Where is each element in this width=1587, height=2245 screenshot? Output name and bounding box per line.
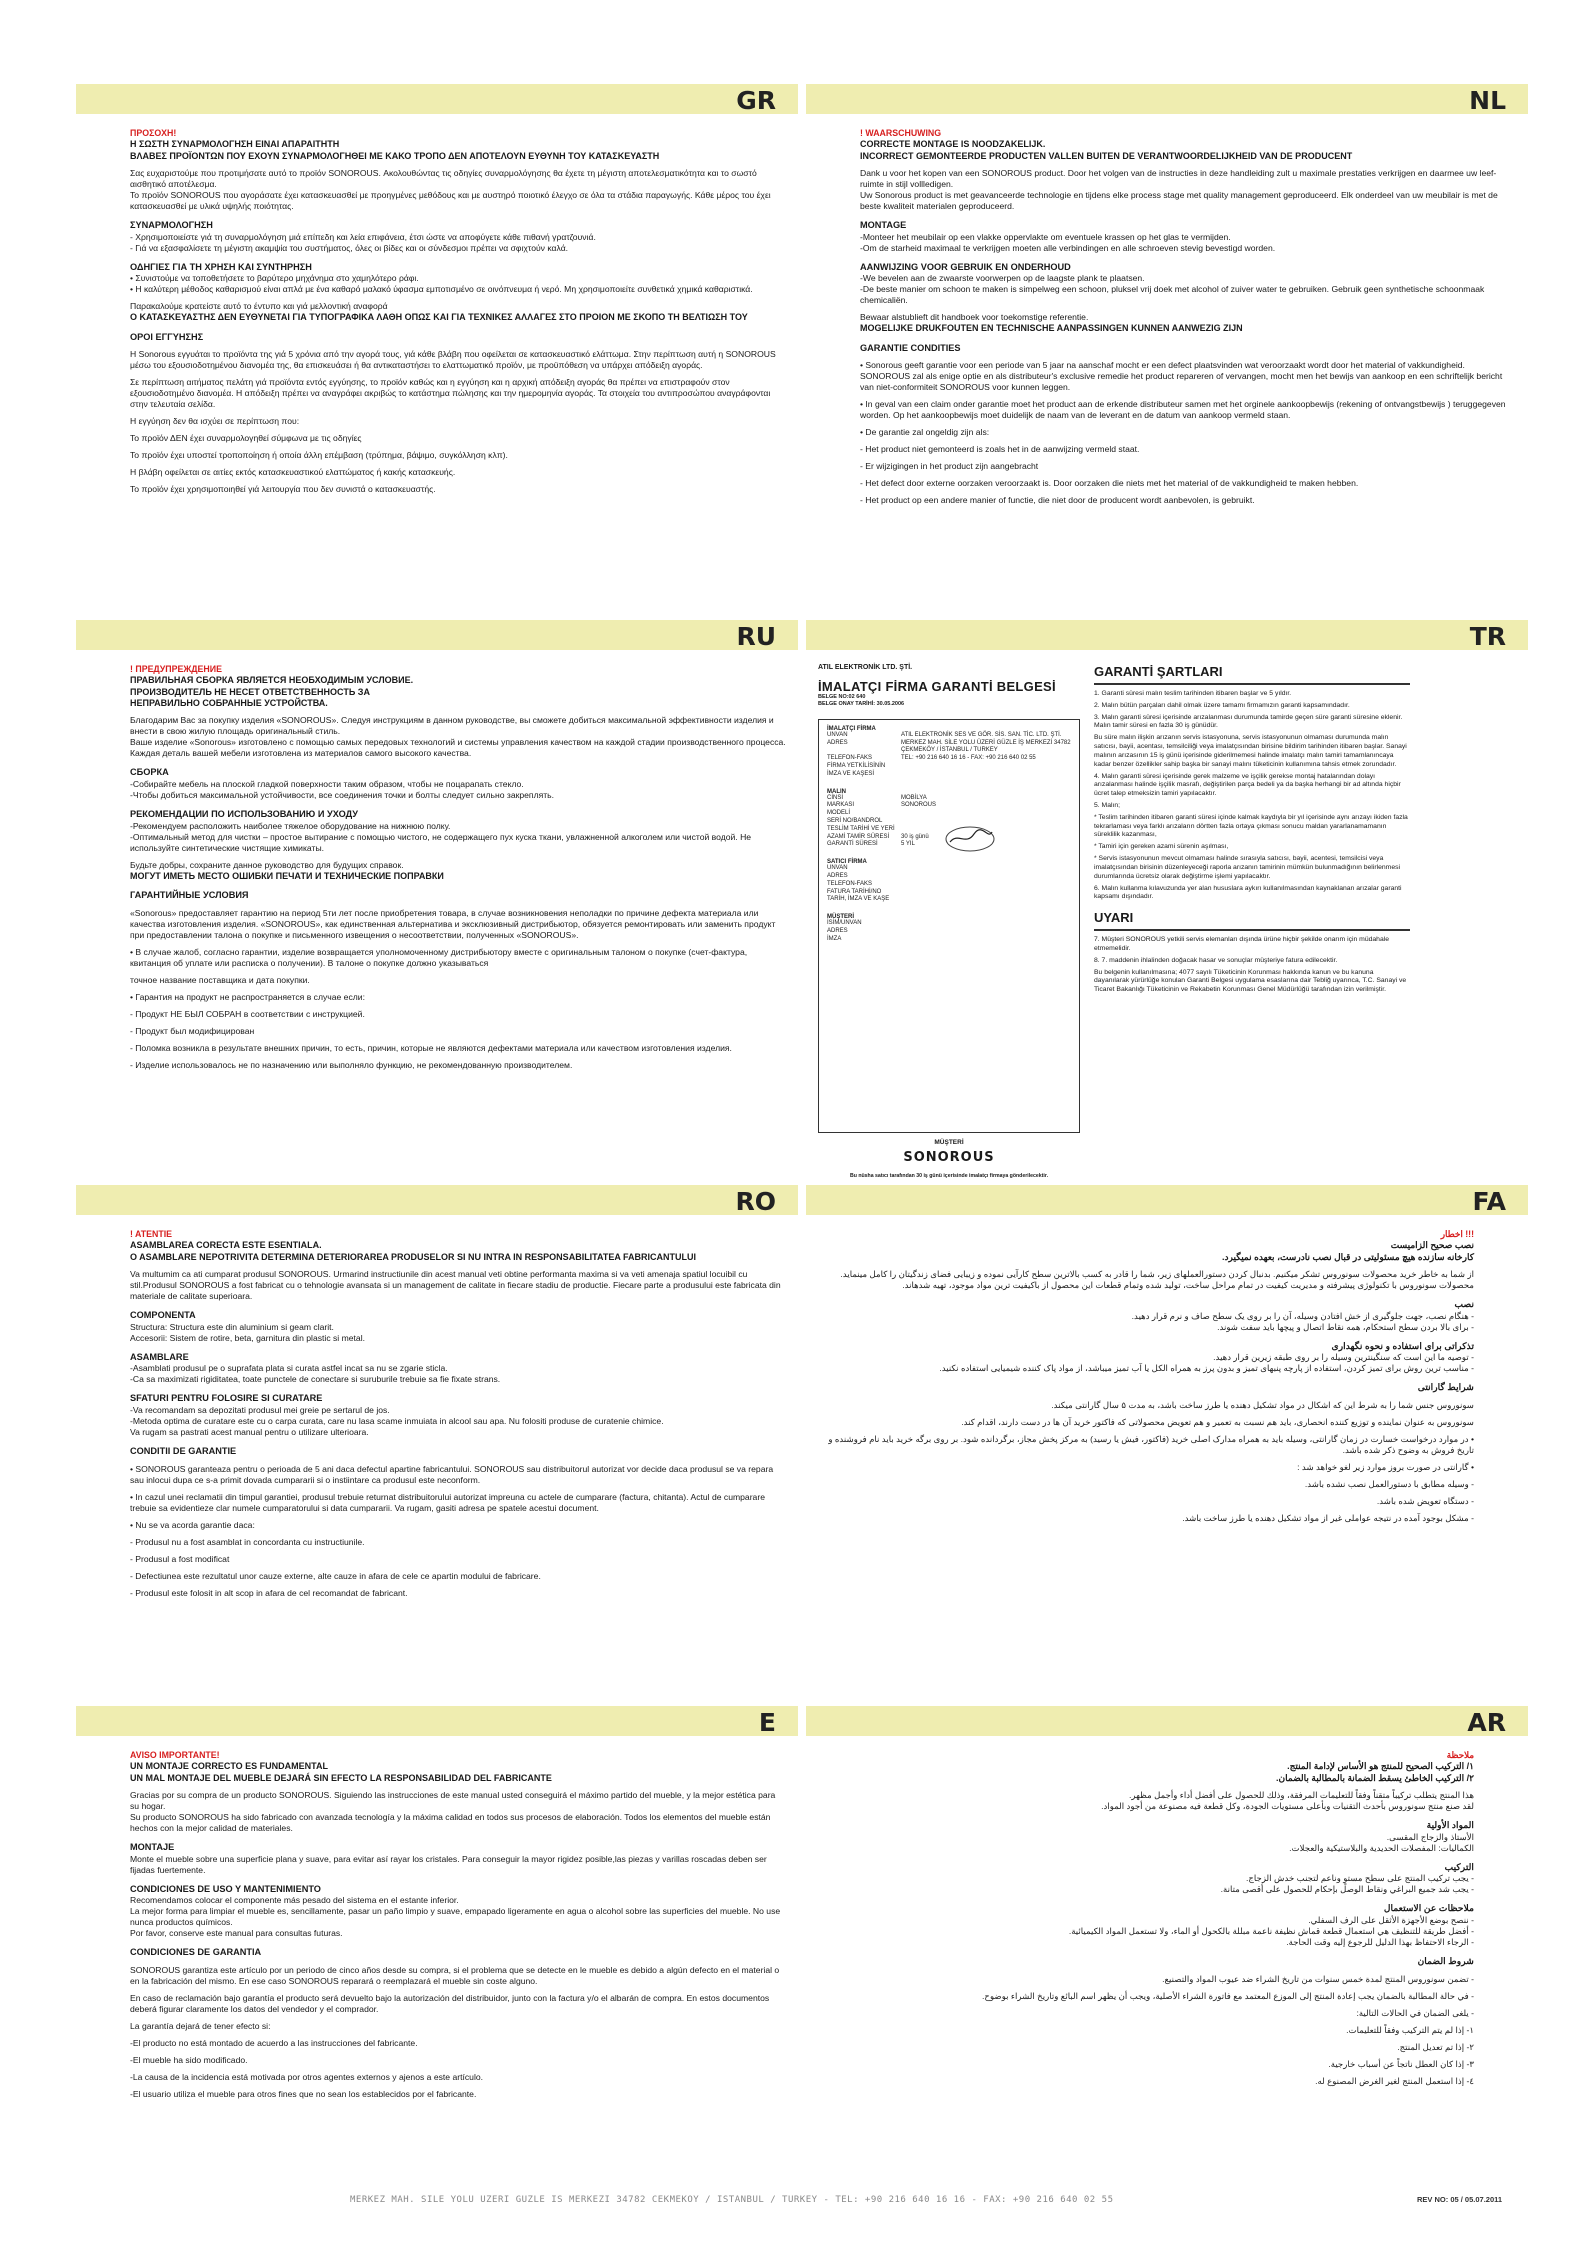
warning-heading: ١/ التركيب الصحيح للمنتج هو الأساس لإدامة المنتج. — [1287, 1761, 1474, 1772]
customer-fields — [827, 920, 1071, 943]
warranty-item: • De garantie zal ongeldig zijn als: — [860, 427, 990, 438]
section-item: -De beste manier om schoon te maken is simpelweg een schoon, pluksel vrij doek met alcohol of zuiver water te gebruiken. Gebruik geen synthetische schoonmaak chemicaliën. — [860, 284, 1485, 306]
warranty-item: • Гарантия на продукт не распространяется в случае если: — [130, 991, 365, 1002]
keep-note-line: Будьте добры, сохраните данное руководство для будущих справок. — [130, 859, 404, 870]
term-item: 5. Malın; — [1094, 802, 1121, 809]
panel-body — [76, 1215, 798, 1599]
form-field-label: GARANTİ SÜRESİ — [827, 841, 878, 848]
terms-list — [1094, 690, 1410, 902]
warranty-item: Το προϊόν έχει χρησιμοποιηθεί γιά λειτουργία που δεν συνιστά ο κατασκευαστής. — [130, 484, 436, 495]
form-field-label: MODELİ — [827, 810, 851, 817]
intro-paragraph: Gracias por su compra de un producto SONOROUS. Siguiendo las instrucciones de este manual usted conseguirá el máximo partido del mueble, y la mejor estética para su hogar. — [130, 1789, 776, 1811]
section-item: -Asamblati produsul pe o suprafata plata si curata astfel incat sa nu se zgarie sticla. — [130, 1363, 448, 1374]
warranty-item: точное название поставщика и дата покупки. — [130, 974, 310, 985]
warranty-item: - Изделие использовалось не по назначению или выполняло функцию, не рекомендованную производителем. — [130, 1059, 573, 1070]
language-code: RO — [735, 1187, 776, 1216]
warranty-item: Το προϊόν ΔΕΝ έχει συναρμολογηθεί σύμφωνα με τις οδηγίες — [130, 433, 362, 444]
form-field-value — [901, 928, 1071, 936]
warranty-item: • SONOROUS garanteaza pentru o perioada de 5 ani daca defectul apartine fabricantului. SONOROUS sau distribuitorul autorizat vor decide daca produsul se va repara sau inlocui dupa ce s-a primit dovada cumpararii si o instiintare ca produsul este neconform. — [130, 1463, 774, 1485]
section-item: - يجب شد جميع البراغي ونقاط الوصل بإحكام للحصول على أقصى متانة. — [1220, 1884, 1474, 1895]
warning-label: AVISO IMPORTANTE! — [130, 1750, 220, 1760]
warranty-item: - مشکل بوجود آمده در نتیجه عواملی غیر از مواد تشکیل دهنده یا طرز ساخت باشد. — [1182, 1513, 1474, 1524]
warning-label: ملاحظة — [1446, 1750, 1474, 1760]
section-item: Por favor, conserve este manual para consultas futuras. — [130, 1928, 343, 1939]
warranty-item: Η βλάβη οφείλεται σε αιτίες εκτός κατασκευαστικού ελαττώματος ή κακής κατασκευής. — [130, 467, 456, 478]
form-field-label: ADRES — [827, 739, 848, 746]
signature-stamp-icon — [944, 824, 996, 854]
section-item: -Om de starheid maximaal te verkrijgen moeten alle verbindingen en alle schroeven stevig bevestigd worden. — [860, 242, 1276, 253]
section-bar — [806, 620, 1528, 650]
section-bar — [806, 1185, 1528, 1215]
form-field — [827, 795, 1071, 803]
section-title: CONDICIONES DE GARANTIA — [130, 1947, 262, 1958]
certificate-form-box — [818, 719, 1080, 1133]
term-item: 4. Malın garanti süresi içerisinde gerek malzeme ve işçilik gerekse montaj hatalarından dolayı arızalanması halinde işçilik masrafı, değiştirilen parça bedeli ya da başka herhangi bir ad altında hiçbir ücret talep etmeksizin tamiri yapılacaktır. — [1094, 772, 1401, 798]
warning-heading: ПРОИЗВОДИТЕЛЬ НЕ НЕСЕТ ОТВЕТСТВЕННОСТЬ ЗА — [130, 686, 370, 697]
panel-body — [806, 1215, 1528, 1524]
revision-number: REV NO: 05 / 05.07.2011 — [1417, 2195, 1503, 2204]
section-item: الأستاذ والزجاج المقسى. — [1386, 1831, 1474, 1842]
section-item: -Metoda optima de curatare este cu o carpa curata, care nu lasa scame inmuiata in alcool sau apa. Nu folositi produse de curatenie chimice. — [130, 1416, 664, 1427]
term-item: * Teslim tarihinden itibaren garanti süresi içinde kalmak kaydıyla bir yıl içerisinde aynı arızayı ikiden fazla tekrarlaması veya farklı arızaların dörtten fazla ortaya çıkması sonucu maldan yararlanamamanın süreklilik kazanması, — [1094, 813, 1408, 839]
section-bar — [806, 84, 1528, 114]
section-item: Va rugam sa pastrati acest manual pentru o utilizare ulterioara. — [130, 1427, 369, 1438]
panel-body — [76, 650, 798, 1071]
warning-label: ! WAARSCHUWING — [860, 128, 942, 138]
form-field — [827, 920, 1071, 928]
form-field-value — [901, 873, 1071, 881]
form-field-value: MOBİLYA — [901, 794, 927, 801]
warranty-item: - Er wijzigingen in het product zijn aangebracht — [860, 461, 1039, 472]
section-item: Accesorii: Sistem de rotire, beta, garnitura din plastic si metal. — [130, 1332, 365, 1343]
warranty-item: سونوروس جنس شما را به شرط این که اشکال در مواد تشکیل دهنده یا طرز ساخت باشد، به مدت ۵ سال گارانتی میکند. — [1051, 1400, 1474, 1411]
term-item: * Tamiri için gereken azami sürenin aşılması, — [1094, 843, 1229, 851]
keep-note — [860, 312, 1516, 334]
form-field-label: İMZA VE KAŞESİ — [827, 770, 875, 777]
section-title: تذکراتی برای استفاده و نحوه نگهداری — [1331, 1340, 1474, 1351]
section-bar — [76, 84, 798, 114]
section-bar — [76, 620, 798, 650]
keep-note-line: Bewaar alstublieft dit handboek voor toekomstige referentie. — [860, 312, 1089, 323]
form-field — [827, 802, 1071, 810]
section-item: - الرجاء الاحتفاظ بهذا الدليل للرجوع إليه وقت الحاجة. — [1286, 1937, 1474, 1948]
form-field — [827, 928, 1071, 936]
section-item: • Η καλύτερη μέθοδος καθαρισμού είναι απλά με ένα καθαρό μαλακό ύφασμα εμποτισμένο σε οινόπνευμα ή νερό. Μη χρησιμοποιείτε συνθετικά χημικά καθαριστικά. — [130, 284, 753, 295]
section-item: - Χρησιμοποιείστε γιά τη συναρμολόγηση μιά επίπεδη και λεία επιφάνεια, έτσι ώστε να αποφύγετε κάθε πιθανή γρατζουνιά. — [130, 231, 596, 242]
warranty-item: - Продукт был модифицирован — [130, 1025, 255, 1036]
intro-text — [130, 715, 786, 759]
section-item: - Γιά να εξασφαλίσετε τη μέγιστη ακαμψία του συστήματος, όλες οι βίδες και οι σύνδεσμοι πρέπει να σφιχτούν καλά. — [130, 242, 569, 253]
language-code: RU — [736, 622, 776, 651]
form-section-title: MALIN — [827, 788, 846, 795]
form-field-value: ATIL ELEKTRONİK SES VE GÖR. SİS. SAN. TİC. LTD. ŞTİ. — [901, 731, 1062, 738]
form-field-label: TELEFON-FAKS — [827, 880, 873, 887]
section-item: - برای بالا بردن سطح استحکام، همه نقاط اتصال و پیچها باید سفت شوند. — [1217, 1321, 1474, 1332]
certificate-title: İMALATÇI FİRMA GARANTİ BELGESİ — [818, 679, 1056, 694]
warranty-item: سونوروس به عنوان نماینده و توزیع کننده انحصاری، باید هم نسبت به تعمیر و هم تعویض محصولاتی که فاکتور خرید آن ها در دست دارند، اقدام کند. — [961, 1417, 1474, 1428]
intro-paragraph: Благодарим Вас за покупку изделия «SONOROUS». Следуя инструкциям в данном руководстве, вы сможете добиться максимальной эффективности изделия и внести в свою жилую площадь оригинальный стиль. — [130, 715, 774, 736]
manufacturer-fields — [827, 732, 1071, 779]
section-title: MONTAJE — [130, 1841, 175, 1852]
section-item: - توصیه ما این است که سنگینترین وسیله را بر روی طبقه زیرین قرار دهید. — [1213, 1352, 1474, 1363]
warning-heading: ASAMBLAREA CORECTA ESTE ESENTIALA. — [130, 1240, 322, 1251]
intro-paragraph: هذا المنتج يتطلب تركيباً متقناً وفقاً للتعليمات المرفقة، وذلك للحصول على أفضل أداء وأجمل مظهر. — [1128, 1789, 1474, 1800]
warning-heading: Η ΣΩΣΤΗ ΣΥΝΑΡΜΟΛΟΓΗΣΗ ΕΙΝΑΙ ΑΠΑΡΑΙΤΗΤΗ — [130, 139, 340, 150]
warning-label: !!! اخطار — [1440, 1229, 1474, 1239]
warranty-item: ٢- إذا تم تعديل المنتج. — [1397, 2041, 1474, 2052]
form-field-label: TARİH, İMZA VE KAŞE — [827, 896, 890, 903]
warranty-item: -El producto no está montado de acuerdo a las instrucciones del fabricante. — [130, 2038, 418, 2049]
intro-paragraph: Ваше изделие «Sonorous» изготовлено с помощью самых передовых технологий и системы управления качеством на каждой стадии производственного процесса. Каждая деталь вашей мебели изготовлена из материалов самого высокого качества. — [130, 737, 786, 758]
warranty-item: - Het defect door externe oorzaken veroorzaakt is. Door oorzaken die niets met het material of de vakkundigheid te maken hebben. — [860, 478, 1359, 489]
warranty-item: - دستگاه تعویض شده باشد. — [1376, 1496, 1474, 1507]
form-field-label: İMZA — [827, 935, 842, 942]
section-title: شروط الضمان — [1417, 1956, 1474, 1967]
warranty-item: ٤- إذا استعمل المنتج لغير الغرض المصنوع له. — [1315, 2075, 1474, 2086]
warning-heading: ٢/ التركيب الخاطئ يسقط الضمانة بالمطالبة بالضمان. — [1276, 1772, 1474, 1783]
form-field-value: TEL: +90 216 640 16 16 - FAX: +90 216 640 02 55 — [901, 755, 1036, 762]
warranty-terms — [1094, 664, 1410, 998]
warranty-certificate — [818, 664, 1080, 1179]
section-title: ГАРАНТИЙНЫЕ УСЛОВИЯ — [130, 889, 249, 900]
warranty-item: - يلغى الضمان في الحالات التالية: — [1356, 2007, 1474, 2018]
form-field-value — [901, 936, 1071, 944]
warranty-item: -La causa de la incidencia está motivada por otros agentes externos y ajenos a este artículo. — [130, 2072, 484, 2083]
section-title: MONTAGE — [860, 219, 907, 230]
language-code: FA — [1472, 1187, 1506, 1216]
warranty-item: - Het product niet gemonteerd is zoals het in de aanwijzing vermeld staat. — [860, 444, 1140, 455]
form-field-value — [901, 771, 1071, 779]
form-field-label: FATURA TARİHİ/NO — [827, 888, 882, 895]
keep-note-line: MOGELIJKE DRUKFOUTEN EN TECHNISCHE AANPASSINGEN KUNNEN AANWEZIG ZIJN — [860, 323, 1243, 334]
terms-title: GARANTİ ŞARTLARI — [1094, 664, 1410, 685]
form-field-value — [901, 763, 1071, 771]
warning-item: Bu belgenin kullanılmasına; 4077 sayılı Tüketicinin Korunması hakkında kanun ve bu kanuna dayanılarak yürürlüğe konulan Garanti Belgesi uygulama esaslarına dair Tebliğ uyarınca, T.C. Sanayi ve Ticaret Bakanlığı Tüketicinin ve Rekabetin Korunması Genel Müdürlüğü tarafından izin verilmiştir. — [1094, 968, 1407, 994]
form-section-title: MÜŞTERİ — [827, 914, 854, 921]
form-field-label: MARKASI — [827, 802, 855, 809]
warranty-item: La garantía dejará de tener efecto si: — [130, 2021, 271, 2032]
section-item: -Рекомендуем расположить наиболее тяжелое оборудование на нижнюю полку. — [130, 820, 451, 831]
section-title: المواد الأولية — [1426, 1819, 1474, 1830]
section-title: СБОРКА — [130, 767, 169, 777]
panel-body — [76, 114, 798, 495]
term-item: * Servis istasyonunun mevcut olmaması halinde sırasıyla satıcısı, bayii, acentesi, temsilcisi veya imalatçısından birisinin düzenleyeceği raporla arızanın tamirinin mümkün bulunmadığının belirlenmesi durumlarında ücretsiz olarak değiştirme işlemi yapılacaktır. — [1094, 855, 1401, 880]
form-field-value — [901, 881, 1071, 889]
warranty-item: - في حالة المطالبة بالضمان يجب إعادة المنتج إلى الموزع المعتمد مع فاتورة الشراء الأصلية، ويجب أن يظهر اسم البائع وتاريخ الشراء بوضوح. — [982, 1990, 1474, 2001]
section-bar — [806, 1706, 1528, 1736]
intro-text — [818, 1790, 1474, 1812]
section-bar — [76, 1706, 798, 1736]
warranty-item: ١- إذا لم يتم التركيب وفقاً للتعليمات. — [1346, 2024, 1474, 2035]
intro-text — [860, 168, 1516, 212]
warranty-item: - Defectiunea este rezultatul unor cauze externe, alte cauze in afara de cele ce apartin modului de fabricare. — [130, 1570, 541, 1581]
section-bar — [76, 1185, 798, 1215]
form-field-label: CİNSİ — [827, 794, 844, 801]
warranty-item: • В случае жалоб, согласно гарантии, изделие возвращается уполномоченному дистрибьютору вместе с оригинальным талоном о покупке (счет-фактура, квитанция об уплате или расписка о получении). В талоне о покупке должно указываться — [130, 946, 748, 968]
section-item: - أفضل طريقة للتنظيف هي استعمال قطعة قماش نظيفة ناعمة مبللة بالكحول أو الماء، ولا تستعمل المواد الكيميائية. — [1068, 1926, 1474, 1937]
certificate-document-no: BELGE NO:02 640 — [818, 694, 866, 700]
section-item: -Ca sa maximizati rigiditatea, toate punctele de conectare si suruburile trebuie sa fie fixate strans. — [130, 1374, 501, 1385]
form-field-value: SONOROUS — [901, 802, 937, 809]
warranty-item: Η εγγύηση δεν θα ισχύει σε περίπτωση που: — [130, 416, 300, 427]
form-field-value: 5 YIL — [901, 841, 915, 848]
section-title: التركيب — [1444, 1861, 1474, 1872]
section-title: ΟΡΟΙ ΕΓΓΥΗΣΗΣ — [130, 331, 204, 342]
form-field-value — [901, 889, 1071, 897]
panel-ro — [76, 1185, 798, 1705]
section-title: CONDITII DE GARANTIE — [130, 1446, 237, 1457]
warning-label: ! ATENTIE — [130, 1229, 173, 1239]
form-field — [827, 873, 1071, 881]
warranty-item: • Sonorous geeft garantie voor een periode van 5 jaar na aanschaf mocht er een defect plaatsvinden wat veroorzaakt wordt door het material of vakkundigheid. SONOROUS zal als enige optie en als distributeur's exclusive remedie het product repareren of vervangen, mocht men het bewijs van aankoop en een schriftelijk bericht van niet-conformiteit SONOROUS voor kunnen leggen. — [860, 360, 1503, 393]
warranty-item: - Het product op een andere manier of functie, die niet door de producent wordt aanbevolen, is gebruikt. — [860, 495, 1255, 506]
form-field — [827, 771, 1071, 779]
warranty-item: -El usuario utiliza el mueble para otros fines que no sean los establecidos por el fabricante. — [130, 2089, 477, 2100]
form-section-title: İMALATÇI FİRMA — [827, 725, 876, 732]
form-field — [827, 881, 1071, 889]
term-item: 2. Malın bütün parçaları dahil olmak üzere tamamı firmamızın garanti kapsamındadır. — [1094, 701, 1350, 709]
form-field-label: ADRES — [827, 927, 848, 934]
keep-note — [130, 860, 786, 882]
term-item: 6. Malın kullanma kılavuzunda yer alan hususlara aykırı kullanılmasından kaynaklanan arızalar garanti kapsamı dışındadır. — [1094, 884, 1402, 901]
warranty-item: ٣- إذا كان العطل ناتجاً عن أسباب خارجية. — [1328, 2058, 1474, 2069]
intro-text — [130, 1790, 786, 1834]
section-title: ملاحظات عن الاستعمال — [1383, 1903, 1474, 1914]
panel-body — [806, 1736, 1528, 2087]
section-title: РЕКОМЕНДАЦИИ ПО ИСПОЛЬЗОВАНИЮ И УХОДУ — [130, 808, 358, 819]
section-title: SFATURI PENTRU FOLOSIRE SI CURATARE — [130, 1393, 323, 1404]
warning-heading: O ASAMBLARE NEPOTRIVITA DETERMINA DETERIORAREA PRODUSELOR SI NU INTRA IN RESPONSABILITATEA FABRICANTULUI — [130, 1251, 697, 1262]
form-field-label: UNVAN — [827, 865, 848, 872]
form-field-label: SERİ NO/BANDROL — [827, 818, 883, 825]
term-item: 1. Garanti süresi malın teslim tarihinden itibaren başlar ve 5 yıldır. — [1094, 689, 1292, 697]
section-item: -Monteer het meubilair op een vlakke oppervlakte om eventuele krassen op het glas te vermijden. — [860, 231, 1231, 242]
warning-title: UYARI — [1094, 910, 1410, 931]
section-title: GARANTIE CONDITIES — [860, 342, 961, 353]
warning-item: 7. Müşteri SONOROUS yetkili servis elemanları dışında ürüne hiçbir şekilde onarım için müdahale etmemelidir. — [1094, 936, 1390, 952]
section-title: ΣΥΝΑΡΜΟΛΟΓΗΣΗ — [130, 219, 213, 230]
certificate-approval-date: BELGE ONAY TARİHİ: 30.05.2006 — [818, 701, 905, 708]
section-title: ASAMBLARE — [130, 1351, 189, 1362]
section-item: - ننصح بوضع الأجهزة الأثقل على الرف السفلي. — [1308, 1915, 1474, 1926]
warranty-item: • در موارد درخواست خسارت در زمان گارانتی، وسیله باید به همراه مدارک اصلی خرید (فاکتور، فیش یا رسید) به مرکز پخش مجاز، برگردانده شود. بر روی برگه خرید باید نام فروشنده و تاریخ فروش به وضوح ذکر شده باشد. — [828, 1434, 1474, 1456]
form-field — [827, 740, 1071, 756]
section-item: -Собирайте мебель на плоской гладкой поверхности таким образом, чтобы не поцарапать стекло. — [130, 778, 524, 789]
panel-ru — [76, 620, 798, 1180]
section-item: - مناسب ترین روش برای تمیز کردن، استفاده از پارچه پنبهای تمیز و بدون پرز به همراه الکل یا آب تمیز میباشد، از مواد پاک کننده شیمیایی استفاده نکنید. — [939, 1363, 1474, 1374]
section-title: ΟΔΗΓΙΕΣ ΓΙΑ ΤΗ ΧΡΗΣΗ ΚΑΙ ΣΥΝΤΗΡΗΣΗ — [130, 261, 312, 272]
warning-heading: UN MAL MONTAJE DEL MUEBLE DEJARÁ SIN EFECTO LA RESPONSABILIDAD DEL FABRICANTE — [130, 1772, 552, 1783]
intro-paragraph: Dank u voor het kopen van een SONOROUS product. Door het volgen van de instructies in deze handleiding zult u maximale prestaties verkrijgen en daarmee uw leef-ruimte in stijl vollledigen. — [860, 167, 1497, 189]
section-item: الكماليات: المفصلات الحديدية والبلاستيكية والعجلات. — [1289, 1842, 1474, 1853]
section-title: COMPONENTA — [130, 1309, 196, 1320]
term-item: 3. Malın garanti süresi içerisinde arızalanması durumunda tamirde geçen süre garanti süresine eklenir. Malın tamir süresi en fazla 30 iş günüdür. — [1094, 713, 1403, 730]
warning-heading: CORRECTE MONTAGE IS NOODZAKELIJK. — [860, 139, 1046, 150]
intro-paragraph: Su producto SONOROUS ha sido fabricado con avanzada tecnología y la máxima calidad en todos sus procesos de elaboración. Todos los elementos del mueble están hechos con la mejor calidad de materiales. — [130, 1811, 771, 1833]
warranty-item: • Nu se va acorda garantie daca: — [130, 1519, 255, 1530]
language-code: TR — [1469, 622, 1506, 651]
warranty-item: -El mueble ha sido modificado. — [130, 2055, 248, 2066]
form-field-label: TESLİM TARİHİ VE YERİ — [827, 825, 895, 832]
form-field-value: 30 iş günü — [901, 833, 929, 840]
panel-gr — [76, 84, 798, 604]
panel-e — [76, 1706, 798, 2186]
keep-note-line: Ο ΚΑΤΑΣΚΕΥΑΣΤΗΣ ΔΕΝ ΕΥΘΥΝΕΤΑΙ ΓΙΑ ΤΥΠΟΓΡΑΦΙΚΑ ΛΑΘΗ ΟΠΩΣ ΚΑΙ ΓΙΑ ΤΕΧΝΙΚΕΣ ΑΛΛΑΓΕΣ ΣΤΟ ΠΡΟΙΟΝ ΜΕ ΣΚΟΠΟ ΤΗ ΒΕΛΤΙΩΣΗ ΤΟΥ — [130, 312, 748, 323]
intro-paragraph: Uw Sonorous product is met geavanceerde technologie en tijdens elke process stage met quality management geproduceerd. Elk onderdeel van uw meubilair is met de beste kwaliteit materialen geproduceerd. — [860, 189, 1498, 211]
section-item: • Συνιστούμε να τοποθετήσετε το βαρύτερο μηχάνημα στο χαμηλότερο ράφι. — [130, 273, 419, 284]
language-code: NL — [1469, 86, 1506, 115]
warranty-item: Η Sonorous εγγυάται το προϊόντα της γιά 5 χρόνια από την αγορά τους, γιά κάθε βλάβη που οφείλεται σε κατασκευαστικό ελάττωμα. Στην περίπτωση αυτή η SONOROUS μέσω του εξουσιοδοτημένου διανομέα της, θα επισκευάσει ή θα αντικαταστήσει το ελαττωματικό προϊόν, με προϋπόθεση να υπάρχει απόδειξη αγοράς. — [130, 349, 776, 371]
warning-heading: نصب صحیح الزامیست — [1390, 1240, 1474, 1251]
warranty-item: • In geval van een claim onder garantie moet het product aan de erkende distributeur samen met het orginele aankoopbewijs (rekening of ontvangstbewijs ) teruggegeven worden. Op het aankoopbewijs moet duidelijk de naam van de leverant en de datum van aankoop vermeld staan. — [860, 399, 1506, 421]
section-title: AANWIJZING VOOR GEBRUIK EN ONDERHOUD — [860, 261, 1071, 272]
section-item: Monte el mueble sobre una superficie plana y suave, para evitar así rayar los cristales. Para conseguir la mayor rigidez posible,las piezas y varillas roscadas deben ser fijadas fuertemente. — [130, 1853, 767, 1875]
keep-note — [130, 301, 786, 323]
form-field-value — [901, 896, 1071, 904]
form-field-label: UNVAN — [827, 731, 848, 738]
form-field — [827, 865, 1071, 873]
term-item: Bu süre malın ilişkin arızanın servis istasyonuna, servis istasyonunun olmaması durumunda malın satıcısı, bayii, acentası, temsilciliği veya imalatçısından birisine bildirim tarihinden itibaren başlar. Sanayi malının arızasının 15 iş günü içerisinde giderilmemesi halinde imalatçı malın tamiri tamamlanıncaya kadar benzer özellikler sahip başka bir sanayi malını tüketicinin kullanımına tahsis etmek zorundadır. — [1094, 734, 1407, 768]
intro-paragraph: از شما به خاطر خرید محصولات سونوروس تشکر میکنیم. بدنبال کردن دستورالعملهای زیر، شما را قادر به کسب بالاترین سطح کارآیی نموده و زیبایی فضای زندگیتان را کامل مینماید. — [840, 1268, 1474, 1279]
warranty-item: - Поломка возникла в результате внешних причин, то есть, причин, которые не являются дефектами материала или качеством изготовления изделия. — [130, 1042, 732, 1053]
form-field — [827, 755, 1071, 763]
warranty-item: - Produsul este folosit in alt scop in afara de cel recomandat de fabricant. — [130, 1587, 408, 1598]
language-code: AR — [1467, 1708, 1506, 1737]
keep-note-line: МОГУТ ИМЕТЬ МЕСТО ОШИБКИ ПЕЧАТИ И ТЕХНИЧЕСКИЕ ПОПРАВКИ — [130, 870, 444, 881]
form-field-label: FİRMA YETKİLİSİNİN — [827, 763, 886, 770]
keep-note-line: Παρακαλούμε κρατείστε αυτό το έντυπο και γιά μελλοντική αναφορά — [130, 301, 388, 312]
form-field-label: AZAMİ TAMİR SÜRESİ — [827, 833, 890, 840]
section-item: -Va recomandam sa depozitati produsul mei greie pe sertarul de jos. — [130, 1405, 390, 1416]
form-field — [827, 732, 1071, 740]
intro-paragraph: Va multumim ca ati cumparat produsul SONOROUS. Urmarind instructiunile din acest manual veti obtine performanta maxima si va veti amenaja spatiul locuibil cu stil.Produsul SONOROUS a fost fabricat cu o tehnologie avansata si un management de calitate in fiecare stadiu de productie. Fiecare parte a produsului este fabricata din materiale de calitate superioara. — [130, 1268, 781, 1301]
warning-heading: ПРАВИЛЬНАЯ СБОРКА ЯВЛЯЕТСЯ НЕОБХОДИМЫМ УСЛОВИЕ. — [130, 675, 414, 686]
panel-body — [76, 1736, 798, 2100]
language-code: E — [758, 1708, 776, 1737]
section-item: La mejor forma para limpiar el mueble es, sencillamente, pasar un paño limpio y suave, empapado ligeramente en agua o alcohol sobre las superficies del mueble. No use nunca productos químicos. — [130, 1906, 781, 1928]
warranty-item: - Produsul nu a fost asamblat in concordanta cu instructiunile. — [130, 1536, 365, 1547]
warranty-item: - Produsul a fost modificat — [130, 1553, 230, 1564]
intro-text — [130, 1269, 786, 1302]
intro-text — [818, 1269, 1474, 1291]
warning-heading: کارخانه سازنده هیچ مسئولیتی در قبال نصب نادرست، بعهده نمیگیرد. — [1222, 1251, 1474, 1262]
customer-label: MÜŞTERİ — [934, 1138, 964, 1146]
language-code: GR — [736, 86, 776, 115]
panel-nl — [806, 84, 1528, 604]
form-field-label: TELEFON-FAKS — [827, 755, 873, 762]
section-item: -Чтобы добиться максимальной устойчивости, все соединения точки и болты следует сильно закреплять. — [130, 789, 555, 800]
section-title: نصب — [1454, 1298, 1474, 1309]
section-item: - يجب تركيب المنتج على سطح مستوٍ وناعم لتجنب خدش الزجاج. — [1245, 1873, 1474, 1884]
section-item: -We bevelen aan de zwaarste voorwerpen op de laagste plank te plaatsen. — [860, 273, 1145, 284]
warranty-item: Το προϊόν έχει υποστεί τροποποίηση ή οποία άλλη επέμβαση (τρύπημα, βάψιμο, συγκόλληση κλπ). — [130, 450, 508, 461]
warranty-item: • گارانتی در صورت بروز موارد زیر لغو خواهد شد : — [1297, 1462, 1474, 1473]
seller-fields — [827, 865, 1071, 904]
warning-list — [1094, 936, 1410, 995]
warning-label: ! ПРЕДУПРЕЖДЕНИЕ — [130, 664, 222, 674]
form-field — [827, 763, 1071, 771]
panel-body — [806, 114, 1528, 506]
panel-tr — [806, 620, 1528, 1180]
form-field-value — [901, 920, 1071, 928]
panel-fa — [806, 1185, 1528, 1705]
form-field-label: ADRES — [827, 873, 848, 879]
warranty-item: - Продукт НЕ БЫЛ СОБРАН в соответствии с инструкцией. — [130, 1008, 365, 1019]
warning-label: ΠΡΟΣΟΧΗ! — [130, 128, 177, 138]
warning-heading: ΒΛΑΒΕΣ ΠΡΟΪΟΝΤΩΝ ΠΟΥ ΕΧΟΥΝ ΣΥΝΑΡΜΟΛΟΓΗΘΕΙ ΜΕ ΚΑΚΟ ΤΡΟΠΟ ΔΕΝ ΑΠΟΤΕΛΟΥΝ ΕΥΘΥΝΗ ΤΟΥ ΚΑΤΑΣΚΕΥΑΣΤΗ — [130, 150, 660, 161]
footer-address: MERKEZ MAH. SILE YOLU UZERI GUZLE IS MERKEZI 34782 CEKMEKOY / ISTANBUL / TURKEY - TEL: +90 216 640 16 16 - FAX: +90 216 640 02 55 — [350, 2195, 1114, 2205]
section-item: Structura: Structura este din aluminium si geam clarit. — [130, 1321, 334, 1332]
section-item: Recomendamos colocar el componente más pesado del sistema en el estante inferior. — [130, 1895, 459, 1906]
intro-paragraph: لقد صنع منتج سونوروس بأحدث التقنيات وبأعلى مستويات الجودة، وكل قطعة فيه مصنوعة من أجود المواد. — [1101, 1800, 1474, 1811]
form-field — [827, 896, 1071, 904]
intro-paragraph: Το προϊόν SONOROUS που αγοράσατε έχει κατασκευασθεί με προηγμένες μεθόδους και με αυστηρό ποιοτικό έλεγχο σε όλα τα στάδια παραγωγής. Κάθε μέρος του έχει κατασκευασθεί με υλικά υψηλής ποιότητας. — [130, 189, 771, 211]
warning-heading: НЕПРАВИЛЬНО СОБРАННЫЕ УСТРОЙСТВА. — [130, 697, 328, 708]
form-field — [827, 936, 1071, 944]
certificate-footnote: Bu nüsha satıcı tarafından 30 iş günü içerisinde imalatçı firmaya gönderilecektir. — [849, 1172, 1049, 1179]
section-title: شرایط گارانتی — [1417, 1382, 1474, 1393]
warranty-item: Σε περίπτωση αιτήματος πελάτη γιά προϊόντα εντός εγγύησης, το προϊόν καθώς και η εγγύηση και η αρχική απόδειξη αγοράς θα πρέπει να επιστραφούν στον εξουσιοδοτημένο διανομέα. Η απόδειξη πρέπει να αναγράφει ακριβώς το κατάστημα πώλησης και την ημερομηνία αγοράς. Τα στοιχεία του αντιπροσώπου αναγράφονται στην τελευταία σελίδα. — [130, 377, 771, 410]
warranty-item: «Sonorous» предоставляет гарантию на период 5ти лет после приобретения товара, в случае возникновения неполадки по причине дефекта материала или качества изготовления изделия. «SONOROUS», как единственная альтернатива и эксклюзивный дистрибьютор, обязуется ремонтировать или заменить продукт при предоставлении талона о покупке и письменного извещения о несоответствии, полученных «SONOROUS». — [130, 907, 776, 940]
warranty-item: - تضمن سونوروس المنتج لمدة خمس سنوات من تاريخ الشراء ضد عيوب المواد والتصنيع. — [1162, 1973, 1474, 1984]
form-field-value: MERKEZ MAH. SİLE YOLU ÜZERİ GÜZLE İŞ MERKEZİ 34782 ÇEKMEKÖY / İSTANBUL / TURKEY — [901, 739, 1071, 754]
form-section-title: SATICI FİRMA — [827, 859, 867, 866]
certificate-company: ATIL ELEKTRONİK LTD. ŞTİ. — [818, 664, 913, 671]
warranty-item: - وسیله مطابق با دستورالعمل نصب نشده باشد. — [1304, 1479, 1474, 1490]
warning-item: 8. 7. maddenin ihlalinden doğacak hasar ve sonuçlar müşteriye fatura edilecektir. — [1094, 956, 1338, 964]
form-field-label: İSİM/UNVAN — [827, 920, 862, 927]
warning-heading: UN MONTAJE CORRECTO ES FUNDAMENTAL — [130, 1761, 328, 1772]
warning-heading: INCORRECT GEMONTEERDE PRODUCTEN VALLEN BUITEN DE VERANTWOORDELIJKHEID VAN DE PRODUCENT — [860, 150, 1353, 161]
panel-ar — [806, 1706, 1528, 2186]
form-field — [827, 810, 1071, 818]
warranty-item: • In cazul unei reclamatii din timpul garantiei, produsul trebuie returnat distribuitorului autorizat impreuna cu actele de cumparare (factura, chitanta). Actul de cumparare trebuie sa evidentieze clar numele cumparatorului si data cumpararii. Va rugam, gasiti adresa pe spatele acestui document. — [130, 1491, 765, 1513]
intro-paragraph: محصولات سونوروس با تکنولوژی پیشرفته و مدیریت کیفیت در تمام مراحل ساخت، تولید شده وتمام قطعات این محصول از باکیفیت ترین مواد موجود، تهیه شدهاند. — [902, 1279, 1474, 1290]
form-field-value — [901, 865, 1071, 873]
intro-text — [130, 168, 786, 212]
warranty-item: En caso de reclamación bajo garantía el producto será devuelto bajo la autorización del distribuidor, junto con la factura y/o el albarán de compra. En estos documentos deberá figurar claramente los datos del vendedor y el comprador. — [130, 1993, 770, 2015]
sonorous-logo: SONOROUS — [903, 1149, 995, 1165]
section-item: -Оптимальный метод для чистки – простое вытирание с помощью чистого, не содержащего пух куска ткани, увлажненной алкоголем или чистой водой. Не используйте синтетические чистящие химикаты. — [130, 831, 752, 853]
form-field-value — [901, 810, 1071, 818]
section-title: CONDICIONES DE USO Y MANTENIMIENTO — [130, 1883, 321, 1894]
intro-paragraph: Σας ευχαριστούμε που προτιμήσατε αυτό το προϊόν SONOROUS. Ακολουθώντας τις οδηγίες συναρμολόγησης θα έχετε τη μέγιστη αποτελεσματικότητα και το σωστό αισθητικό αποτέλεσμα. — [130, 167, 757, 189]
warranty-item: SONOROUS garantiza este artículo por un periodo de cinco años desde su compra, si el problema que se detecte en le mueble es debido a algún defecto en el material o en la fabricación del mismo. En ese caso SONOROUS reparará o reemplazará el mueble sin coste alguno. — [130, 1965, 780, 1987]
section-item: - هنگام نصب، جهت جلوگیری از خش افتادن وسیله، آن را بر روی یک سطح صاف و نرم قرار دهید. — [1131, 1310, 1474, 1321]
